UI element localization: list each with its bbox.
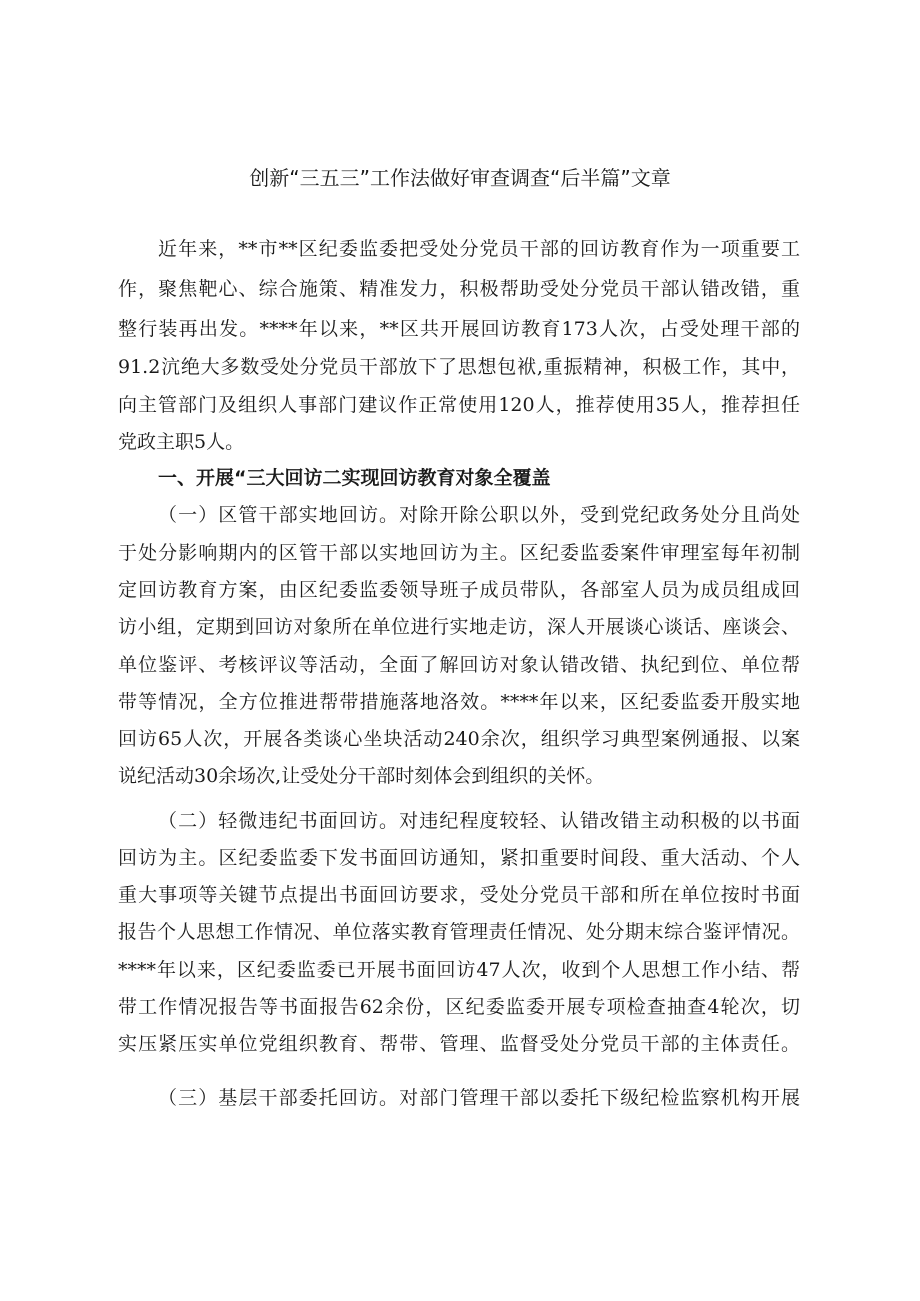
section2-line: 实压紧压实单位党组织教育、帮带、管理、监督受处分党员干部的主体责任。	[118, 1033, 800, 1055]
section1-line: 访小组，定期到回访对象所在单位进行实地走访，深人开展谈心谈话、座谈会、	[118, 616, 800, 638]
section-heading: 一、开展“三大回访二实现回访教育对象全覆盖	[158, 467, 551, 489]
section1-line: 说纪活动30余场次,让受处分干部时刻体会到组织的关怀。	[118, 765, 605, 787]
intro-line: 党政主职5人。	[118, 431, 245, 453]
intro-line: 向主管部门及组织人事部门建议作正常使用120人，推荐使用35人，推荐担任	[118, 394, 800, 416]
section1-line: 回访65人次，开展各类谈心坐块活动240余次，组织学习典型案例通报、以案	[118, 728, 800, 750]
section2-line: 报告个人思想工作情况、单位落实教育管理责任情况、处分期末综合鉴评情况。	[118, 921, 800, 943]
section2-line: 带工作情况报告等书面报告62余份，区纪委监委开展专项检查抽查4轮次，切	[118, 996, 800, 1018]
document-title: 创新“三五三”工作法做好审查调查“后半篇”文章	[249, 166, 671, 190]
section2-line: ****年以来，区纪委监委已开展书面回访47人次，收到个人思想工作小结、帮	[118, 959, 800, 981]
intro-line: 91.2沆绝大多数受处分党员干部放下了思想包袱,重振精神，积极工作，其中，	[118, 356, 800, 378]
section3-line: （三）基层干部委托回访。对部门管理干部以委托下级纪检监察机构开展	[158, 1087, 800, 1109]
section2-line: 回访为主。区纪委监委下发书面回访通知，紧扣重要时间段、重大活动、个人	[118, 847, 800, 869]
section1-line: 单位鉴评、考核评议等活动，全面了解回访对象认错改错、执纪到位、单位帮	[118, 654, 800, 676]
section1-line: 于处分影响期内的区管干部以实地回访为主。区纪委监委案件审理室每年初制	[118, 542, 800, 564]
intro-line: 作，聚焦靶心、综合施策、精准发力，积极帮助受处分党员干部认错改错，重	[118, 278, 800, 300]
intro-line: 整行装再出发。****年以来，**区共开展回访教育173人次，占受处理干部的	[118, 318, 800, 340]
section2-line: 重大事项等关键节点提出书面回访要求，受处分党员干部和所在单位按时书面	[118, 884, 800, 906]
section1-line: 定回访教育方案，由区纪委监委领导班子成员带队，各部室人员为成员组成回	[118, 579, 800, 601]
intro-line: 近年来，**市**区纪委监委把受处分党员干部的回访教育作为一项重要工	[158, 238, 800, 260]
section1-line: （一）区管干部实地回访。对除开除公职以外，受到党纪政务处分且尚处	[158, 504, 800, 526]
section1-line: 带等情况，全方位推进帮带措施落地洛效。****年以来，区纪委监委开殷实地	[118, 691, 800, 713]
section2-line: （二）轻微违纪书面回访。对违纪程度较轻、认错改错主动积极的以书面	[158, 810, 800, 832]
